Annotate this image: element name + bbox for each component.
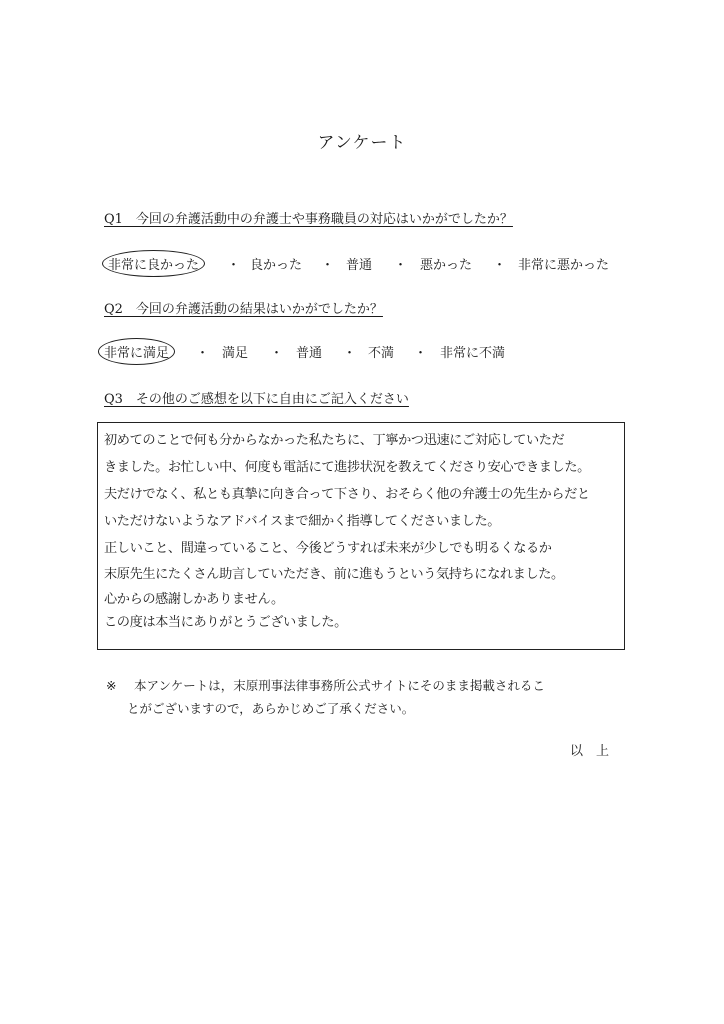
note-line-1: 本アンケートは，末原刑事法律事務所公式サイトにそのまま掲載されるこ: [134, 678, 545, 693]
response-line-2: きました。お忙しい中、何度も電話にて進捗状況を教えてくださり安心できました。: [104, 460, 590, 475]
separator-dot: ・: [414, 346, 428, 361]
response-line-6: 末原先生にたくさん助言していただき、前に進もうという気持ちになれました。: [104, 567, 564, 582]
q1-option-2: 良かった: [250, 258, 303, 273]
note-line-2: とがございますので，あらかじめご了承ください。: [127, 701, 415, 716]
response-line-4: いただけないようなアドバイスまで細かく指導してくださいました。: [104, 514, 501, 529]
q1-option-5: 非常に悪かった: [518, 258, 610, 273]
response-line-7: 心からの感謝しかありません。: [104, 592, 284, 607]
q1-option-1: 非常に良かった: [102, 250, 205, 277]
q2-options: [0, 342, 724, 362]
q1-label: Q1 今回の弁護活動中の弁護士や事務職員の対応はいかがでしたか？: [104, 212, 513, 227]
q2-option-1: 非常に満足: [98, 338, 175, 365]
response-line-3: 夫だけでなく、私とも真摯に向き合って下さり、おそらく他の弁護士の先生からだと: [104, 487, 590, 502]
separator-dot: ・: [270, 346, 284, 361]
response-line-1: 初めてのことで何も分からなかった私たちに、丁寧かつ迅速にご対応していただ: [104, 433, 565, 448]
response-line-8: この度は本当にありがとうございました。: [104, 615, 347, 630]
response-line-5: 正しいこと、間違っていること、今後どうすれば未来が少しでも明るくなるか: [104, 541, 552, 556]
free-response-box: [97, 422, 625, 650]
q1-options: [0, 254, 724, 274]
separator-dot: ・: [196, 346, 210, 361]
separator-dot: ・: [227, 258, 241, 273]
q2-option-5: 非常に不満: [440, 346, 506, 361]
q2-option-3: 普通: [296, 346, 323, 361]
separator-dot: ・: [343, 346, 357, 361]
closing-mark: 以 上: [570, 744, 610, 759]
q1-option-4: 悪かった: [420, 258, 473, 273]
q1-option-3: 普通: [346, 258, 373, 273]
q3-label: Q3 その他のご感想を以下に自由にご記入ください: [104, 392, 409, 407]
page-title: アンケート: [317, 133, 407, 153]
q2-option-2: 満足: [222, 346, 249, 361]
separator-dot: ・: [321, 258, 335, 273]
q2-label: Q2 今回の弁護活動の結果はいかがでしたか？: [104, 302, 383, 317]
note-mark: ※: [106, 678, 117, 693]
separator-dot: ・: [394, 258, 408, 273]
q2-option-4: 不満: [368, 346, 395, 361]
separator-dot: ・: [493, 258, 507, 273]
